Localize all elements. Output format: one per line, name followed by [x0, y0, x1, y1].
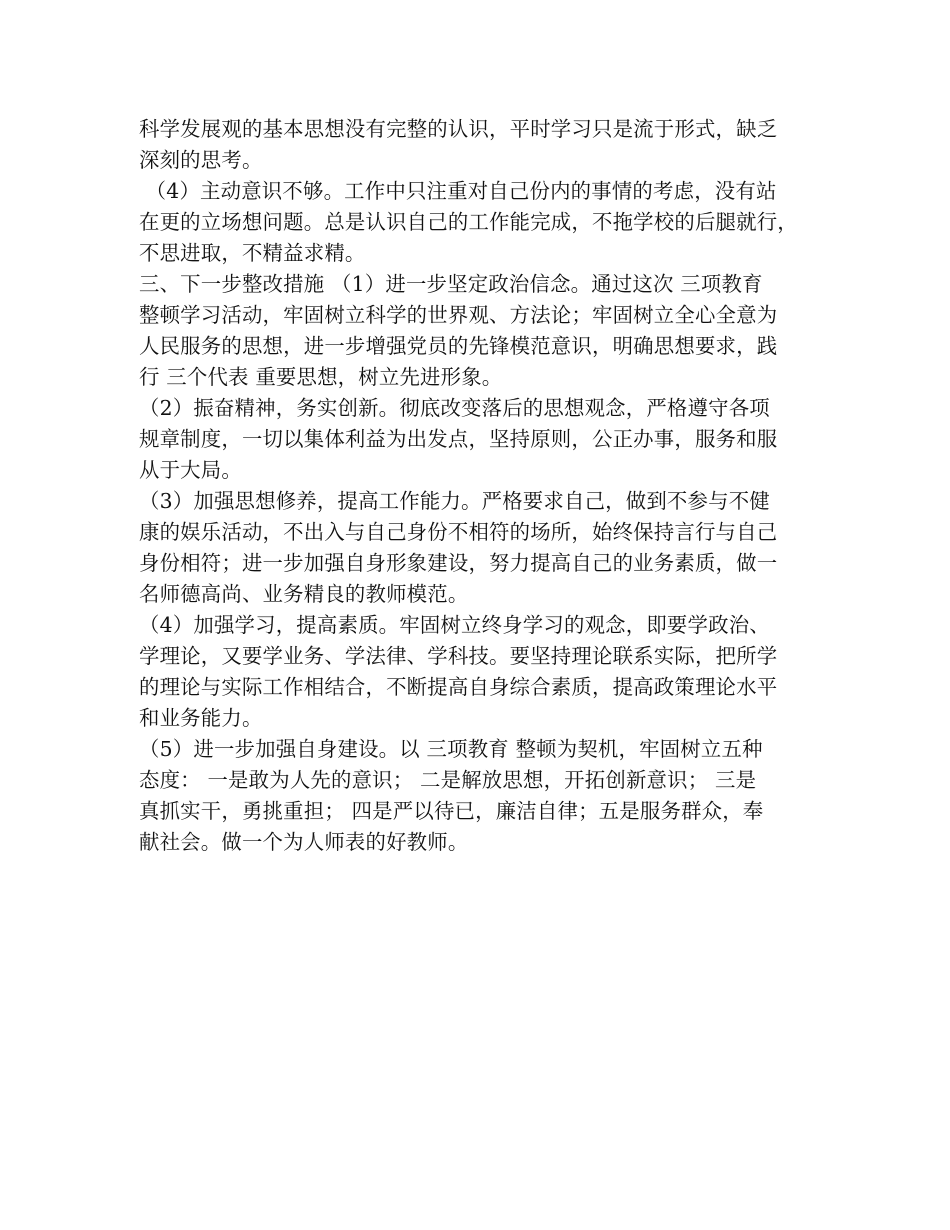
text-line: 身份相符；进一步加强自身形象建设，努力提高自己的业务素质，做一 [139, 551, 778, 575]
text-line: 人民服务的思想，进一步增强党员的先锋模范意识，明确思想要求，践 [139, 334, 778, 358]
text-line: 深刻的思考。 [139, 148, 263, 172]
text-line: 在更的立场想问题。总是认识自己的工作能完成，不拖学校的后腿就行， [139, 210, 798, 234]
text-line: 康的娱乐活动，不出入与自己身份不相符的场所，始终保持言行与自己 [139, 520, 778, 544]
text-line: 不思进取，不精益求精。 [139, 241, 366, 265]
text-line: 的理论与实际工作相结合，不断提高自身综合素质，提高政策理论水平 [139, 675, 778, 699]
text-line: 真抓实干，勇挑重担； 四是严以待已，廉洁自律；五是服务群众，奉 [139, 799, 764, 823]
text-line: （3）加强思想修养，提高工作能力。严格要求自己，做到不参与不健 [139, 489, 770, 513]
text-line: 科学发展观的基本思想没有完整的认识，平时学习只是流于形式，缺乏 [139, 117, 778, 141]
text-line: 规章制度，一切以集体利益为出发点，坚持原则，公正办事，服务和服 [139, 427, 778, 451]
text-line: 和业务能力。 [139, 706, 263, 730]
text-line: 态度： 一是敢为人先的意识； 二是解放思想，开拓创新意识； 三是 [139, 768, 757, 792]
text-line: 行 三个代表 重要思想，树立先进形象。 [139, 365, 503, 389]
text-line: 献社会。做一个为人师表的好教师。 [139, 830, 469, 854]
text-line: 整顿学习活动，牢固树立科学的世界观、方法论；牢固树立全心全意为 [139, 303, 778, 327]
text-line: （4）加强学习，提高素质。牢固树立终身学习的观念，即要学政治、 [139, 613, 770, 637]
text-line: 三、下一步整改措施 （1）进一步坚定政治信念。通过这次 三项教育 [139, 272, 763, 296]
text-line: （4）主动意识不够。工作中只注重对自己份内的事情的考虑，没有站 [139, 179, 777, 203]
text-line: 从于大局。 [139, 458, 242, 482]
document-page [139, 114, 819, 858]
text-line: （5）进一步加强自身建设。以 三项教育 整顿为契机，牢固树立五种 [139, 737, 763, 761]
text-line: 学理论，又要学业务、学法律、学科技。要坚持理论联系实际，把所学 [139, 644, 778, 668]
text-line: 名师德高尚、业务精良的教师模范。 [139, 582, 469, 606]
text-line: （2）振奋精神，务实创新。彻底改变落后的思想观念，严格遵守各项 [139, 396, 770, 420]
